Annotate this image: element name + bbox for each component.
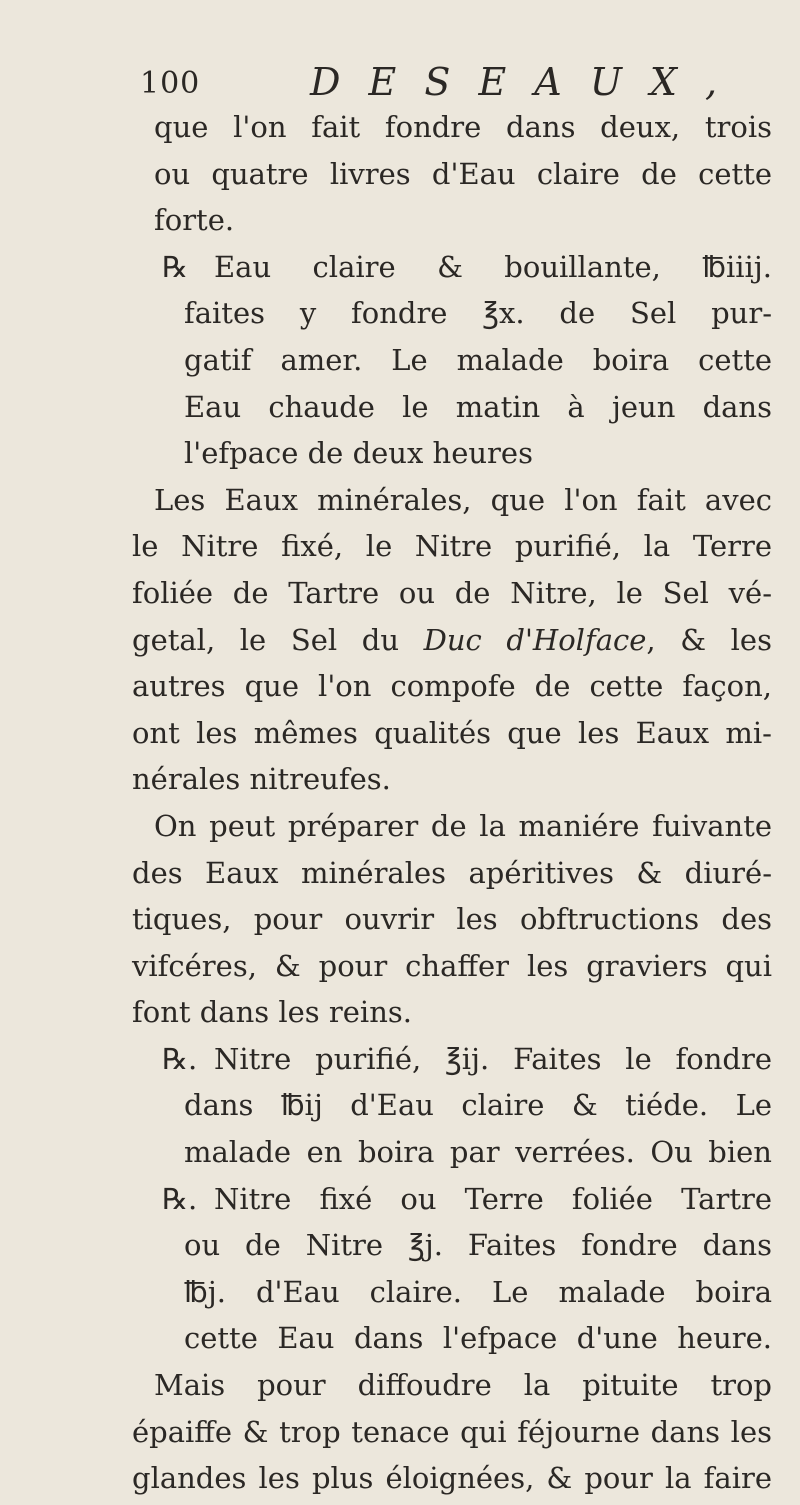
running-header — [140, 60, 760, 110]
text-line — [132, 1455, 772, 1502]
text-line — [132, 1129, 772, 1176]
text-line — [132, 430, 772, 477]
line-text: Eau chaude le matin à jeun dans — [184, 389, 772, 424]
recipe-symbol: ℞. — [162, 1181, 198, 1216]
line-text: ou quatre livres d'Eau claire de cette — [154, 156, 772, 191]
text-line — [132, 1269, 772, 1316]
line-text: des Eaux minérales apéritives & diuré- — [132, 855, 772, 890]
line-text: nérales nitreufes. — [132, 762, 391, 797]
line-text: malade en boira par verrées. Ou bien — [184, 1135, 772, 1170]
recipe-symbol: ℞. — [162, 1041, 198, 1076]
line-text: Nitre fixé ou Terre foliée Tartre — [214, 1181, 772, 1216]
text-line — [132, 989, 772, 1036]
text-line — [132, 523, 772, 570]
recipe-symbol: ℞ — [162, 249, 188, 284]
line-text: cette Eau dans l'efpace d'une heure. — [184, 1321, 772, 1356]
line-text: l'efpace de deux heures — [184, 436, 533, 471]
body-text — [132, 104, 772, 1502]
text-line — [132, 803, 772, 850]
line-text: Nitre purifié, ℥ij. Faites le fondre — [214, 1041, 772, 1076]
line-text: ℔j. d'Eau claire. Le malade boira — [184, 1274, 772, 1309]
text-line — [132, 850, 772, 897]
line-text: On peut préparer de la maniére fuivante — [154, 808, 772, 843]
text-line — [132, 617, 772, 664]
text-line — [132, 104, 772, 151]
line-text: Mais pour diffoudre la pituite trop — [154, 1368, 772, 1403]
line-text: foliée de Tartre ou de Nitre, le Sel vé- — [132, 575, 772, 610]
text-line — [132, 477, 772, 524]
text-line — [132, 663, 772, 710]
text-line — [132, 1222, 772, 1269]
text-line — [132, 1409, 772, 1456]
line-text: font dans les reins. — [132, 995, 412, 1030]
italic-name: Duc d'Holface — [423, 622, 647, 657]
text-line — [132, 943, 772, 990]
line-text: autres que l'on compofe de cette façon, — [132, 669, 772, 704]
running-title: D E S E A U X , — [310, 60, 726, 104]
text-line — [132, 1082, 772, 1129]
line-text: que l'on fait fondre dans deux, trois — [154, 110, 772, 144]
line-text: épaiffe & trop tenace qui féjourne dans les — [132, 1414, 772, 1449]
line-text-part: , & les — [646, 622, 772, 657]
line-text: vifcéres, & pour chaffer les graviers qui — [132, 948, 772, 983]
line-text: tiques, pour ouvrir les obftructions des — [132, 902, 772, 937]
text-line — [132, 1315, 772, 1362]
text-line — [132, 710, 772, 757]
text-line — [132, 290, 772, 337]
line-text: Les Eaux minérales, que l'on fait avec — [154, 482, 772, 517]
text-line — [132, 244, 772, 291]
text-line — [132, 1362, 772, 1409]
text-line — [132, 1176, 772, 1223]
text-line — [132, 896, 772, 943]
line-text: gatif amer. Le malade boira cette — [184, 342, 772, 377]
text-line — [132, 151, 772, 198]
line-text: faites y fondre ℥x. de Sel pur- — [184, 296, 772, 331]
line-text: glandes les plus éloignées, & pour la faire — [132, 1461, 772, 1496]
text-line — [132, 197, 772, 244]
line-text: le Nitre fixé, le Nitre purifié, la Terre — [132, 529, 772, 564]
line-text: ont les mêmes qualités que les Eaux mi- — [132, 715, 772, 750]
line-text: Eau claire & bouillante, ℔iiij. — [214, 249, 772, 284]
text-line — [132, 384, 772, 431]
line-text-part: getal, le Sel du — [132, 622, 424, 657]
page-number: 100 — [140, 66, 201, 101]
text-line — [132, 570, 772, 617]
text-line — [132, 1036, 772, 1083]
text-line — [132, 756, 772, 803]
line-text: dans ℔ij d'Eau claire & tiéde. Le — [184, 1088, 772, 1123]
text-line — [132, 337, 772, 384]
line-text: forte. — [154, 203, 235, 238]
line-text: ou de Nitre ℥j. Faites fondre dans — [184, 1228, 772, 1263]
